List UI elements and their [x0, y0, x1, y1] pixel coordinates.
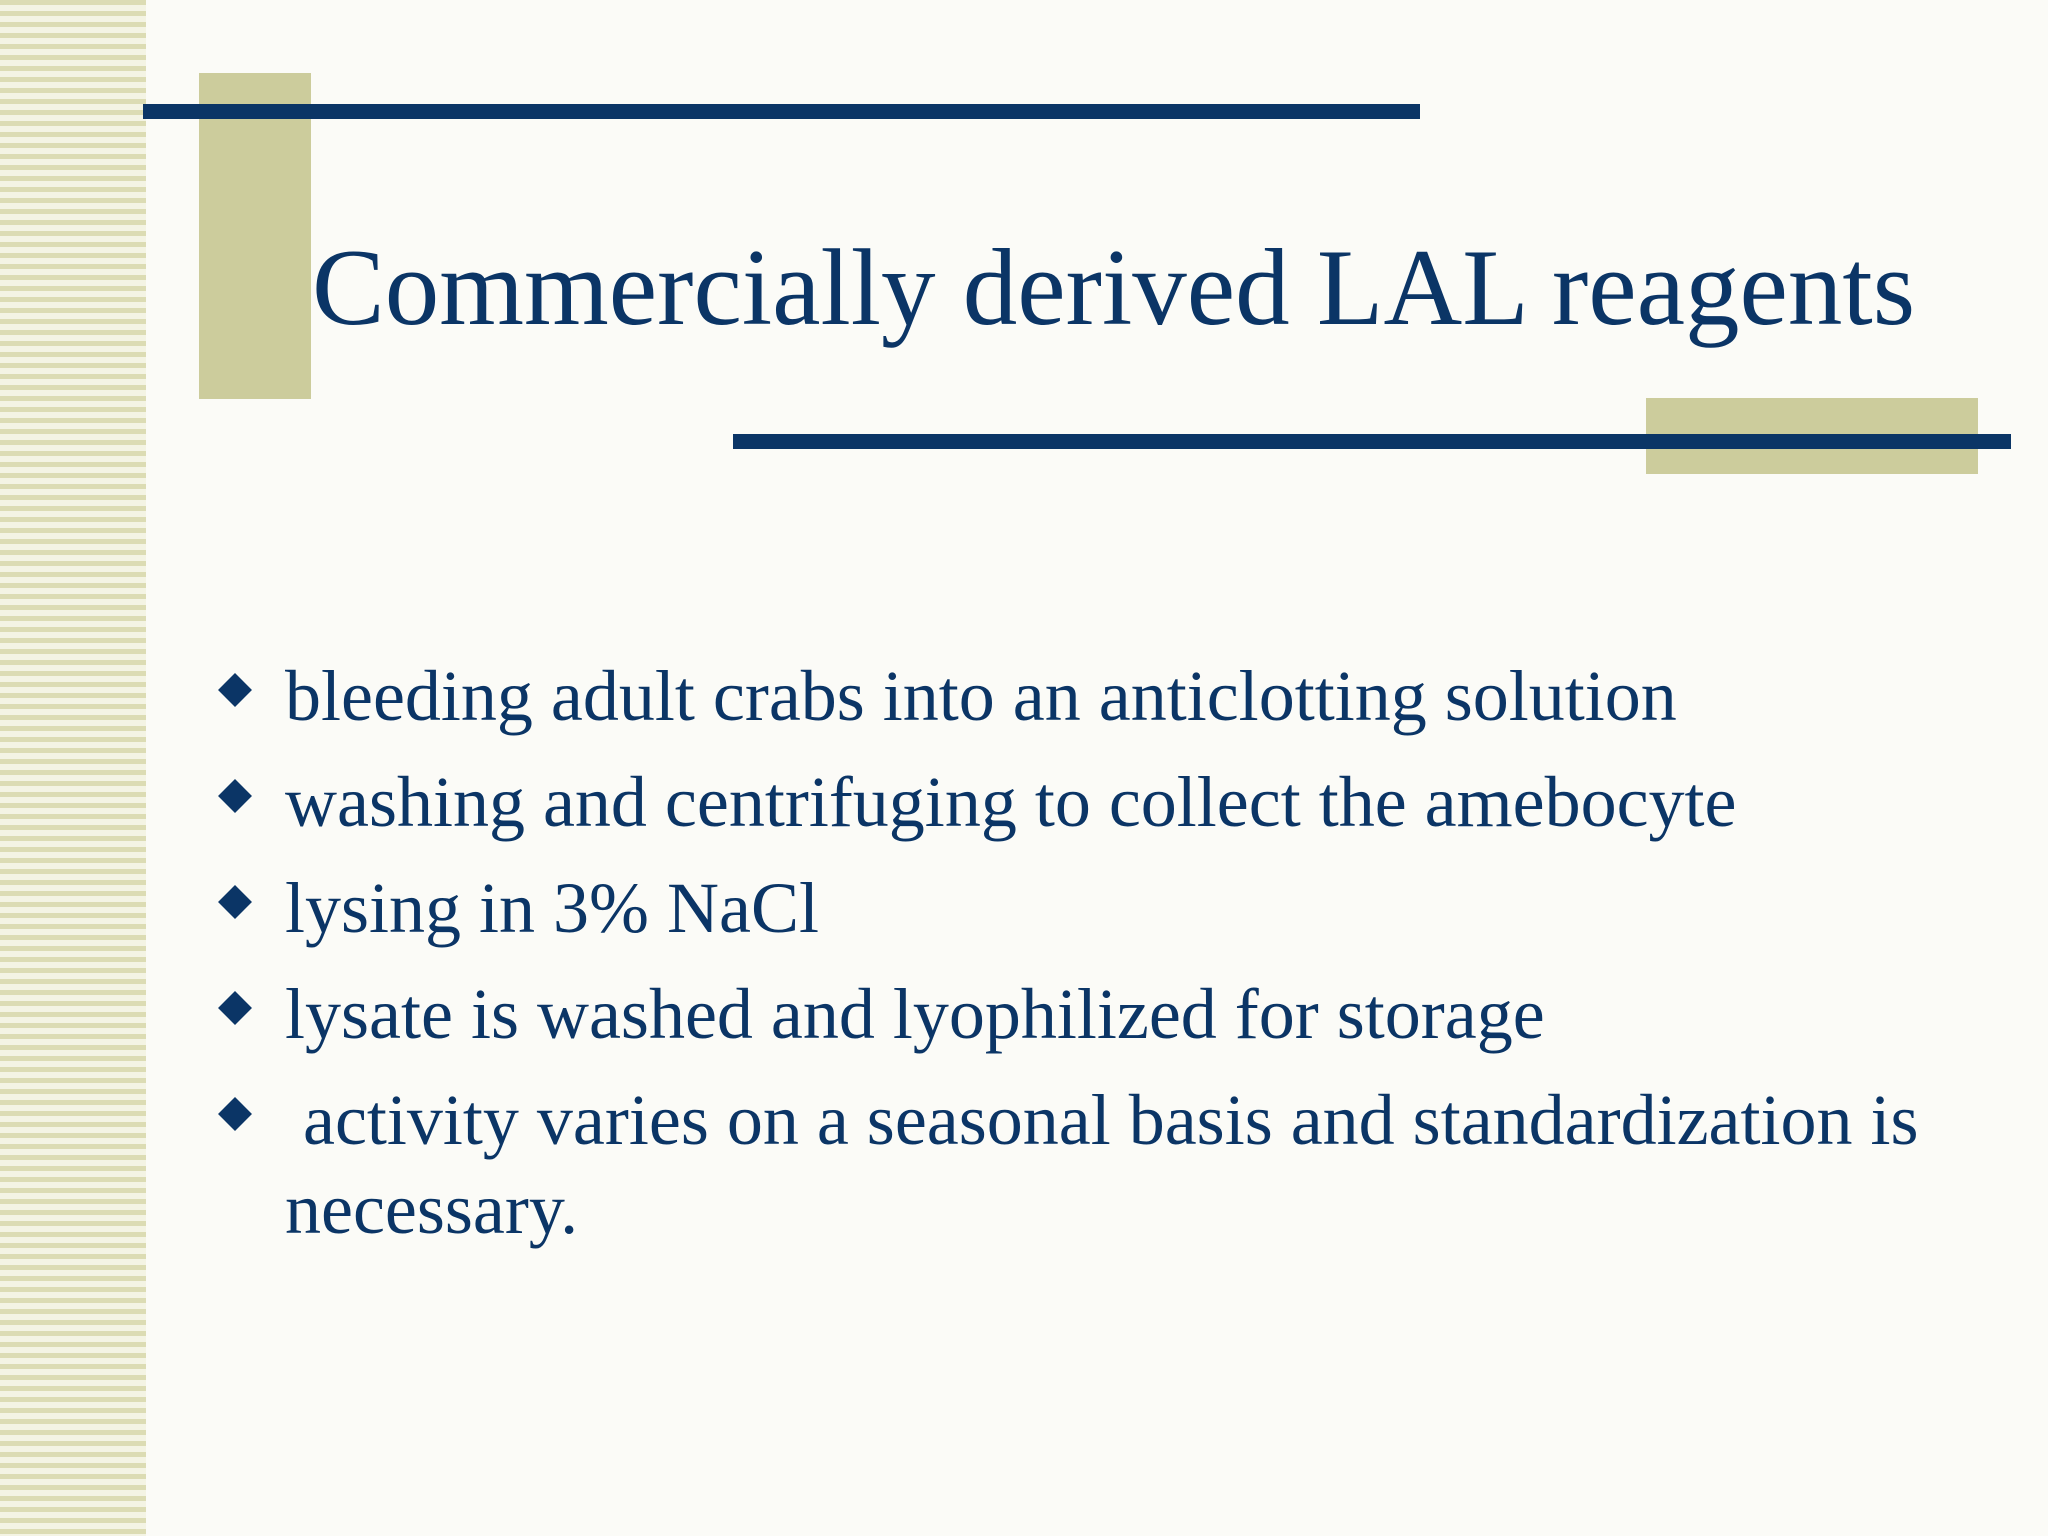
diamond-bullet-icon	[218, 1097, 252, 1131]
slide-title: Commercially derived LAL reagents	[312, 227, 1916, 348]
bullet-item	[208, 758, 2008, 847]
diamond-bullet-icon	[218, 885, 252, 919]
bullet-text: lysing in 3% NaCl	[285, 868, 819, 948]
title-accent-block-left	[199, 73, 311, 399]
bullet-list	[208, 652, 2008, 1271]
diamond-bullet-icon	[218, 779, 252, 813]
bullet-text: activity varies on a seasonal basis and standardization is necessary.	[285, 1080, 1937, 1249]
bullet-item	[208, 1076, 2008, 1254]
title-rule-top	[143, 104, 1420, 119]
bullet-item	[208, 652, 2008, 741]
bullet-item	[208, 864, 2008, 953]
bullet-item	[208, 970, 2008, 1059]
bullet-text: washing and centrifuging to collect the amebocyte	[285, 762, 1737, 842]
diamond-bullet-icon	[218, 991, 252, 1025]
bullet-text: lysate is washed and lyophilized for storage	[285, 974, 1545, 1054]
title-rule-bottom	[733, 434, 2011, 449]
diamond-bullet-icon	[218, 673, 252, 707]
striped-side-decoration	[0, 0, 146, 1536]
bullet-text: bleeding adult crabs into an anticlotting solution	[285, 656, 1677, 736]
